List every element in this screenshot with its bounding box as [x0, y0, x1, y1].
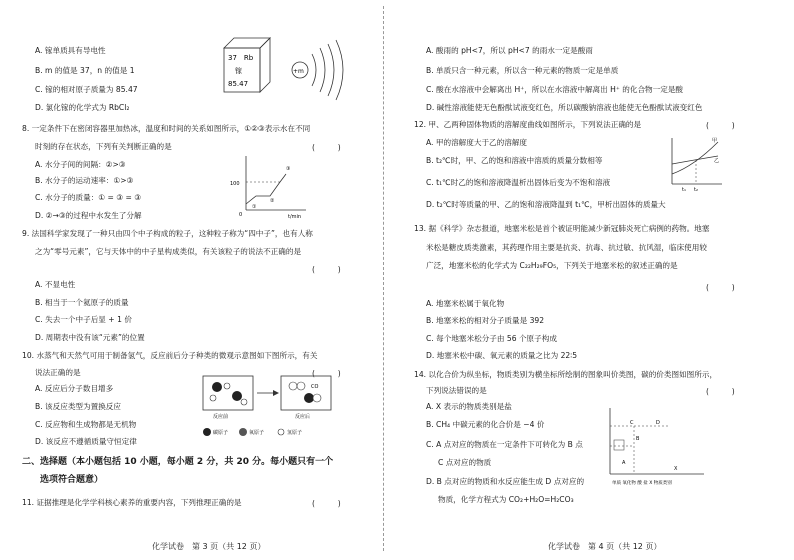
text-line: 说法正确的是 — [35, 368, 81, 377]
text-line: 下列说法错误的是 — [426, 386, 487, 395]
text-line: D. 周期表中没有该“元素”的位置 — [35, 333, 145, 342]
answer-paren: ( ) — [706, 283, 735, 292]
point-a: A — [622, 460, 626, 466]
text-line: A. 反应后分子数目增多 — [35, 384, 114, 393]
point-x: X — [674, 466, 678, 472]
text-line: B. 单质只含一种元素，所以含一种元素的物质一定是单质 — [426, 66, 619, 75]
text-line: C. 失去一个中子后显 + 1 价 — [35, 315, 132, 324]
nucleus-charge: +m — [293, 68, 304, 75]
state-3: ③ — [286, 166, 291, 172]
text-line: B. 地塞米松的相对分子质量是 392 — [426, 316, 545, 325]
right-footer: 化学试卷 第 4 页（共 12 页） — [548, 542, 662, 551]
state-2: ② — [270, 198, 275, 204]
section-heading-line1: 二、选择题（本小题包括 10 小题，每小题 2 分，共 20 分。每小题只有一个 — [22, 457, 334, 467]
text-line: B. m 的值是 37，n 的值是 1 — [35, 66, 135, 75]
text-line: 时刻的存在状态，下列有关判断正确的是 — [35, 142, 172, 151]
text-line: A. 甲的溶解度大于乙的溶解度 — [426, 138, 528, 147]
legend-oxygen: 氧原子 — [249, 430, 265, 436]
text-line: 9. 法国科学家发现了一种只由四个中子构成的粒子，这种粒子称为“四中子”，也有人称 — [22, 229, 313, 238]
tick-t1: t₁ — [682, 187, 686, 192]
answer-paren: ( ) — [706, 387, 735, 396]
curve-yi: 乙 — [714, 158, 720, 164]
text-line: B. 水分子的运动速率：①>③ — [35, 176, 134, 185]
text-line: 10. 水蒸气和天然气可用于制备氢气，反应前后分子种类的微观示意图如下图所示，有关 — [22, 351, 318, 360]
answer-paren: ( ) — [312, 265, 341, 274]
label-time: t/min — [288, 214, 302, 220]
text-line: D. 碱性溶液能使无色酚酞试液变红色，所以碳酸钠溶液也能使无色酚酞试液变红色 — [426, 103, 703, 112]
text-line: A. 镓单质具有导电性 — [35, 46, 106, 55]
tick-t2: t₂ — [694, 187, 698, 192]
solubility-graph — [660, 134, 724, 192]
text-line: 12. 甲、乙两种固体物质的溶解度曲线如图所示，下列说法正确的是 — [414, 120, 642, 129]
text-line: C. 反应物和生成物都是无机物 — [35, 420, 137, 429]
point-d: D — [656, 420, 660, 426]
text-line: D. t₂℃时等质量的甲、乙的饱和溶液降温到 t₁℃，甲析出固体的质量大 — [426, 200, 666, 209]
text-line: C 点对应的物质 — [438, 458, 492, 467]
mol-label: CO — [311, 384, 319, 390]
text-line: C. 酸在水溶液中会解离出 H⁺，所以在水溶液中解离出 H⁺ 的化合物一定是酸 — [426, 85, 684, 94]
text-line: B. CH₄ 中碳元素的化合价是 −4 价 — [426, 420, 545, 429]
text-line: A. 地塞米松属于氧化物 — [426, 299, 505, 308]
text-line: A. X 表示的物质类别是盐 — [426, 402, 512, 411]
text-line: C. t₁℃时乙的饱和溶液降温析出固体后变为不饱和溶液 — [426, 178, 611, 187]
label-before: 反应前 — [213, 414, 229, 420]
text-line: B. 该反应类型为置换反应 — [35, 402, 121, 411]
text-line: D. 氯化镓的化学式为 RbCl₂ — [35, 103, 130, 112]
label-100: 100 — [230, 181, 240, 187]
answer-paren: ( ) — [706, 121, 735, 130]
text-line: B. 相当于一个氦原子的质量 — [35, 298, 129, 307]
text-line: 13. 据《科学》杂志报道，地塞米松是首个被证明能减少新冠肺炎死亡病例的药物。地塞 — [414, 224, 710, 233]
answer-paren: ( ) — [312, 499, 341, 508]
text-line: B. t₂℃时，甲、乙的饱和溶液中溶质的质量分数相等 — [426, 156, 603, 165]
text-line: C. A 点对应的物质在一定条件下可转化为 B 点 — [426, 440, 583, 449]
label-0: 0 — [239, 212, 243, 218]
x-axis-label: 单质 氧化物 酸 盐 X 物质类别 — [612, 481, 672, 486]
text-line: C. 水分子的质量：① = ③ = ③ — [35, 193, 142, 202]
left-footer: 化学试卷 第 3 页（共 12 页） — [152, 542, 266, 551]
text-line: D. 该反应不遵循质量守恒定律 — [35, 437, 137, 446]
text-line: D. B 点对应的物质和水反应能生成 D 点对应的 — [426, 477, 585, 486]
valence-category-graph — [600, 404, 710, 488]
answer-paren: ( ) — [312, 369, 341, 378]
text-line: 物质，化学方程式为 CO₂+H₂O=H₂CO₃ — [438, 495, 574, 504]
element-number-symbol: 37 Rb — [228, 54, 254, 62]
legend-carbon: 碳原子 — [213, 430, 229, 436]
text-line: 广泛，地塞米松的化学式为 C₂₂H₂₉FO₅，下列关于地塞米松的叙述正确的是 — [426, 261, 678, 270]
element-name: 镓 — [235, 67, 242, 75]
answer-paren: ( ) — [312, 143, 341, 152]
element-mass: 85.47 — [228, 80, 249, 88]
text-line: 米松是糖皮质类激素，其药理作用主要是抗炎、抗毒、抗过敏、抗风湿，临床使用较 — [426, 243, 707, 252]
legend-hydrogen: 氢原子 — [287, 430, 303, 436]
label-after: 反应后 — [295, 414, 311, 420]
point-c: C — [630, 420, 634, 426]
text-line: C. 镓的相对原子质量为 85.47 — [35, 85, 138, 94]
text-line: C. 每个地塞米松分子由 56 个原子构成 — [426, 334, 557, 343]
point-b: B — [636, 436, 640, 442]
text-line: D. 地塞米松中碳、氧元素的质量之比为 22∶5 — [426, 351, 578, 360]
text-line: D. ②→③的过程中水发生了分解 — [35, 211, 142, 220]
text-line: 14. 以化合价为纵坐标，物质类别为横坐标所绘制的图象叫价类图，碳的价类图如图所示， — [414, 370, 718, 379]
curve-jia: 甲 — [712, 138, 718, 144]
state-1: ① — [252, 204, 257, 210]
text-line: 8. 一定条件下在密闭容器里加热冰，温度和时间的关系如图所示，①②③表示水在不同 — [22, 124, 311, 133]
text-line: 11. 证据推理是化学学科核心素养的重要内容，下列推理正确的是 — [22, 498, 242, 507]
text-line: 之为“零号元素”，它与天体中的中子星构成类似，有关该粒子的说法不正确的是 — [35, 247, 302, 256]
text-line: A. 酸雨的 pH<7，所以 pH<7 的雨水一定是酸雨 — [426, 46, 593, 55]
text-line: A. 水分子间的间隔：②>③ — [35, 160, 126, 169]
section-heading-line2: 选项符合题意） — [40, 475, 104, 485]
text-line: A. 不显电性 — [35, 280, 76, 289]
